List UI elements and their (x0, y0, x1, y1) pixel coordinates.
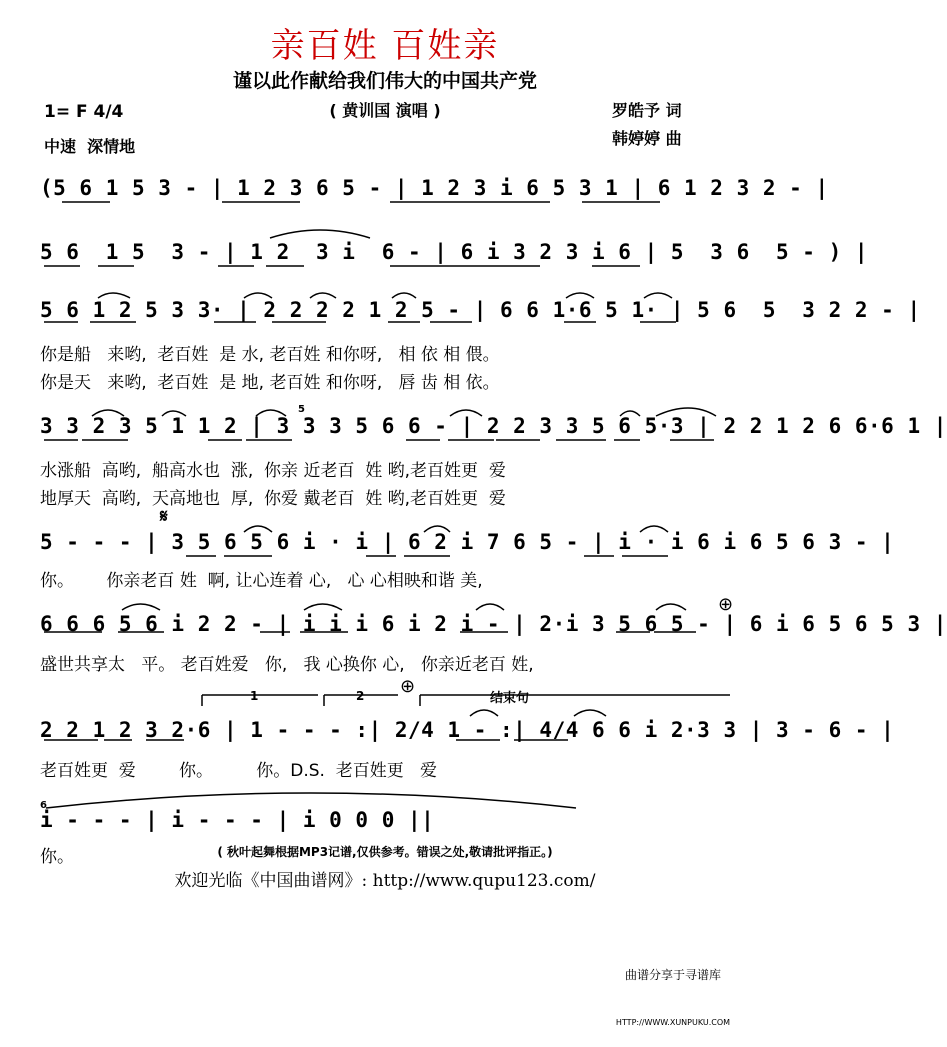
grace-note-5: 5 (298, 404, 305, 415)
score-line-8-notes: i - - - | i - - - | i 0 0 0 || (40, 808, 435, 832)
ending-phrase-label: 结束句 (490, 691, 530, 706)
transcription-note: ( 秋叶起舞根据MP3记谱,仅供参考。错误之处,敬请批评指正。) (217, 845, 553, 859)
singer-credit: ( 黄训国 演唱 ) (329, 101, 441, 120)
coda-icon: ⊕ (718, 594, 734, 615)
watermark (588, 935, 758, 1047)
volta-1-label: 1 (250, 689, 259, 703)
score-line-2-notes: 5 6 1 5 3 - | 1 2 3 i 6 - | 6 i 3 2 3 i 6 | 5 3 6 5 - ) | (40, 240, 869, 264)
watermark-text: 曲谱分享于寻谱库 (624, 968, 721, 982)
tempo-marking: 中速 深情地 (44, 137, 136, 156)
dedication-subtitle: 谨以此作献给我们伟大的中国共产党 (232, 70, 537, 92)
score-line-7-notes: 2 2 1 2 3 2·6 | 1 - - - :| 2/4 1 - :| 4/4 6 6 i 2·3 3 | 3 - 6 - | (40, 718, 895, 742)
coda-icon: ⊕ (400, 676, 416, 697)
song-title: 亲百姓 百姓亲 (270, 26, 500, 66)
grace-note-6: 6 (40, 800, 47, 811)
lyricist-credit: 罗皓予 词 (612, 101, 682, 120)
score-line-6-lyric: 盛世共享太 平。 老百姓爱 你, 我 心换你 心, 你亲近老百 姓, (40, 655, 534, 675)
score-line-3-notes: 5 6 1 2 5 3 3· | 2 2 2 2 1 2 5 - | 6 6 1·6 5 1· | 5 6 5 3 2 2 - | (40, 298, 921, 322)
score-line-8-lyric: 你。 (40, 847, 74, 867)
score-line-4-notes: 3 3 2 3 5 1 1 2 | 3 3 3 5 6 6 - | 2 2 3 3 5 6 5·3 | 2 2 1 2 6 6·6 1 | (40, 414, 947, 438)
volta-2-label: 2 (356, 689, 365, 703)
score-line-4-lyric-verse-1: 水涨船 高哟, 船高水也 涨, 你亲 近老百 姓 哟,老百姓更 爱 (40, 461, 506, 481)
watermark-url: HTTP://WWW.XUNPUKU.COM (615, 1018, 731, 1027)
score-line-5-notes: 5 - - - | 3 5 6 5 6 i · i | 6 2 i 7 6 5 - | i · i 6 i 6 5 6 3 - | (40, 530, 895, 554)
segno-icon: 𝄋 (160, 506, 168, 527)
site-welcome: 欢迎光临《中国曲谱网》: http://www.qupu123.com/ (174, 871, 596, 891)
score-line-6-notes: 6 6 6 5 6 i 2 2 - | i i i 6 i 2 i - | 2·i 3 5 6 5 - | 6 i 6 5 6 5 3 | (40, 612, 947, 636)
score-line-5-lyric: 你。 你亲老百 姓 啊, 让心连着 心, 心 心相映和谐 美, (40, 571, 483, 591)
key-signature: 1= F 4/4 (44, 102, 124, 122)
score-line-7-lyric: 老百姓更 爱 你。 你。D.S. 老百姓更 爱 (40, 761, 437, 781)
score-line-1-notes: (5 6 1 5 3 - | 1 2 3 6 5 - | 1 2 3 i 6 5 3 1 | 6 1 2 3 2 - | (40, 176, 829, 200)
score-line-3-lyric-verse-2: 你是天 来哟, 老百姓 是 地, 老百姓 和你呀, 唇 齿 相 依。 (40, 373, 500, 393)
composer-credit: 韩婷婷 曲 (612, 129, 682, 148)
score-line-3-lyric-verse-1: 你是船 来哟, 老百姓 是 水, 老百姓 和你呀, 相 依 相 偎。 (40, 345, 500, 365)
score-line-4-lyric-verse-2: 地厚天 高哟, 天高地也 厚, 你爱 戴老百 姓 哟,老百姓更 爱 (40, 489, 506, 509)
